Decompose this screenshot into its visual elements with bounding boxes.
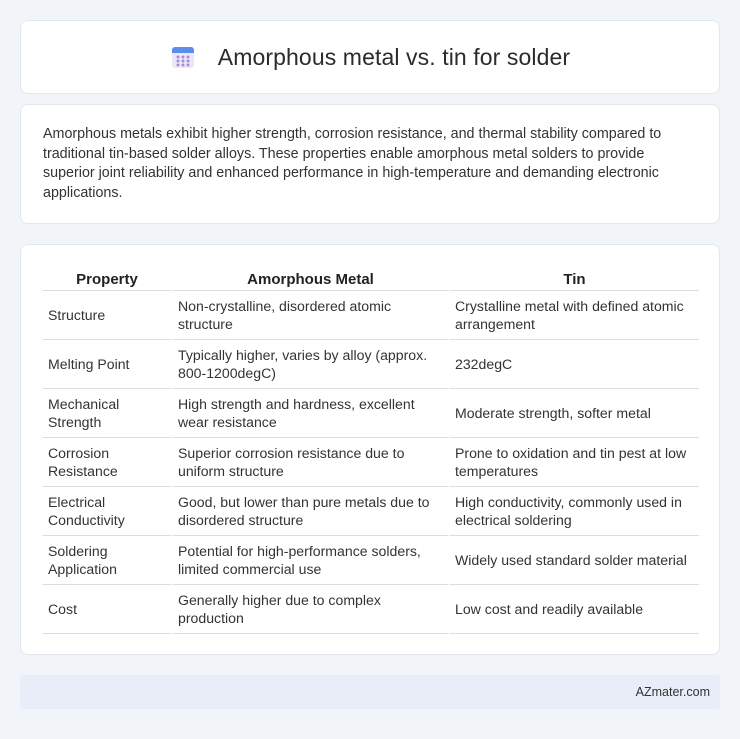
amorphous-cell: Generally higher due to complex production — [171, 585, 448, 634]
tin-cell: High conductivity, commonly used in electrical soldering — [448, 487, 699, 536]
tin-cell: Widely used standard solder material — [448, 536, 699, 585]
footer-brand[interactable]: AZmater.com — [635, 685, 710, 699]
tin-cell: Moderate strength, softer metal — [448, 389, 699, 438]
property-cell: Cost — [43, 585, 171, 634]
comparison-table — [43, 265, 699, 634]
calendar-grid-icon — [170, 44, 196, 70]
table-row — [43, 536, 699, 585]
tin-cell: Prone to oxidation and tin pest at low temperatures — [448, 438, 699, 487]
property-cell: Mechanical Strength — [43, 389, 171, 438]
property-cell: Soldering Application — [43, 536, 171, 585]
tin-cell: 232degC — [448, 340, 699, 389]
summary-text: Amorphous metals exhibit higher strength, corrosion resistance, and thermal stability compared to traditional tin-based solder alloys. These properties enable amorphous metal solders to provide superior joint reliability and enhanced performance in high-temperature and demanding electronic applications. — [43, 126, 662, 201]
property-cell: Structure — [43, 291, 171, 340]
table-row — [43, 585, 699, 634]
tin-cell: Low cost and readily available — [448, 585, 699, 634]
table-row — [43, 389, 699, 438]
table-row — [43, 487, 699, 536]
header-tin: Tin — [448, 265, 699, 291]
amorphous-cell: Potential for high-performance solders, limited commercial use — [171, 536, 448, 585]
amorphous-cell: High strength and hardness, excellent wear resistance — [171, 389, 448, 438]
footer-bar — [20, 675, 720, 709]
property-cell: Melting Point — [43, 340, 171, 389]
amorphous-cell: Typically higher, varies by alloy (approx. 800-1200degC) — [171, 340, 448, 389]
table-header-row — [43, 265, 699, 291]
amorphous-cell: Superior corrosion resistance due to uniform structure — [171, 438, 448, 487]
tin-cell: Crystalline metal with defined atomic arrangement — [448, 291, 699, 340]
amorphous-cell: Non-crystalline, disordered atomic structure — [171, 291, 448, 340]
table-row — [43, 291, 699, 340]
title-card — [20, 20, 720, 94]
title-wrap — [170, 44, 570, 71]
property-cell: Electrical Conductivity — [43, 487, 171, 536]
property-cell: Corrosion Resistance — [43, 438, 171, 487]
header-property: Property — [43, 265, 171, 291]
comparison-table-card — [20, 244, 720, 655]
page-title: Amorphous metal vs. tin for solder — [217, 43, 571, 70]
table-row — [43, 340, 699, 389]
amorphous-cell: Good, but lower than pure metals due to disordered structure — [171, 487, 448, 536]
header-amorphous-metal: Amorphous Metal — [171, 265, 448, 291]
table-row — [43, 438, 699, 487]
summary-card — [20, 104, 720, 224]
